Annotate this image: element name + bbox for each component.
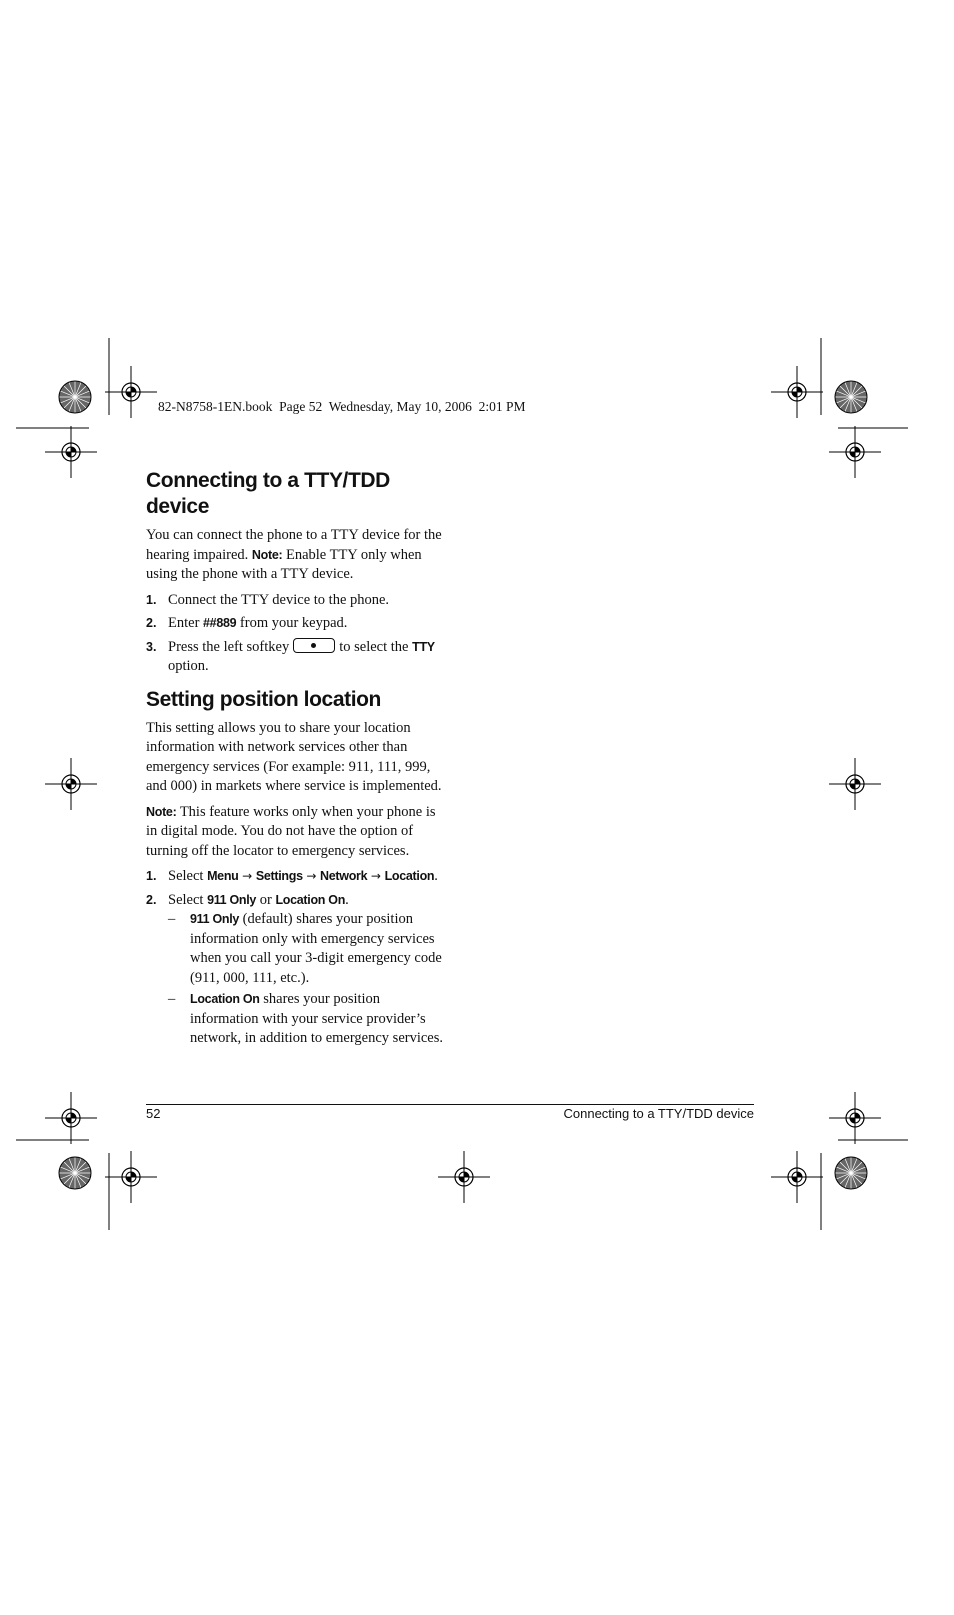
arrow-right-icon: → [370,869,381,883]
option-911-only: 911 Only [207,892,257,907]
location-note: Note: This feature works only when your phone is in digital mode. You do not have the option of turning off the locator to emergency services. [146,803,436,859]
menu-path-location: Location [384,869,435,883]
page-content [146,468,446,1053]
list-item: 3. Press the left softkey to select the TTY option. [146,638,435,674]
tty-intro: You can connect the phone to a TTY device for the hearing impaired. Note: Enable TTY only when using the phone with a TTY device. [146,527,442,582]
list-item: 1. Connect the TTY device to the phone. [146,591,390,608]
menu-path-menu: Menu [207,869,239,883]
list-item: – Location On shares your position information with your service provider’s network, in addition to emergency services. [168,991,444,1046]
arrow-right-icon: → [306,869,317,883]
location-steps [146,867,446,1049]
note-label: Note: [146,804,177,819]
list-item: 2. Select 911 Only or Location On. – 911 Only (default) shares your position information only with emergency services when you call your 3-digit emergency code (911, 000, 111, etc.). – Location On shares your position information with your service provider’s network, in addition to emergency services. [146,891,446,1049]
section-title-location: Setting position location [146,687,381,711]
left-softkey-icon [293,638,335,653]
list-item: – 911 Only (default) shares your position information only with emergency services when you call your 3-digit emergency code (911, 000, 111, etc.). [168,911,442,986]
list-item: 1. Select Menu → Settings → Network → Location. [146,868,438,884]
page-number: 52 [146,1106,161,1121]
keypad-code: ##889 [203,616,237,630]
note-label: Note: [251,547,283,562]
print-slug-line: 82-N8758-1EN.book Page 52 Wednesday, May 10, 2006 2:01 PM [158,399,526,414]
location-intro: This setting allows you to share your location information with network services other than emergency services (For example: 911, 111, 999, and 000) in markets where service is implemented. [146,719,442,794]
tty-option-label: TTY [412,639,435,654]
menu-path-network: Network [320,869,368,883]
list-item: 2. Enter ##889 from your keypad. [146,615,348,631]
arrow-right-icon: → [242,869,253,883]
tty-steps [146,591,446,677]
footer-rule [146,1104,754,1105]
option-descriptions [168,910,446,1049]
option-location-on: Location On [275,892,346,907]
section-title-tty: Connecting to a TTY/TDD device [146,469,390,518]
menu-path-settings: Settings [255,869,303,883]
running-title: Connecting to a TTY/TDD device [563,1106,754,1121]
